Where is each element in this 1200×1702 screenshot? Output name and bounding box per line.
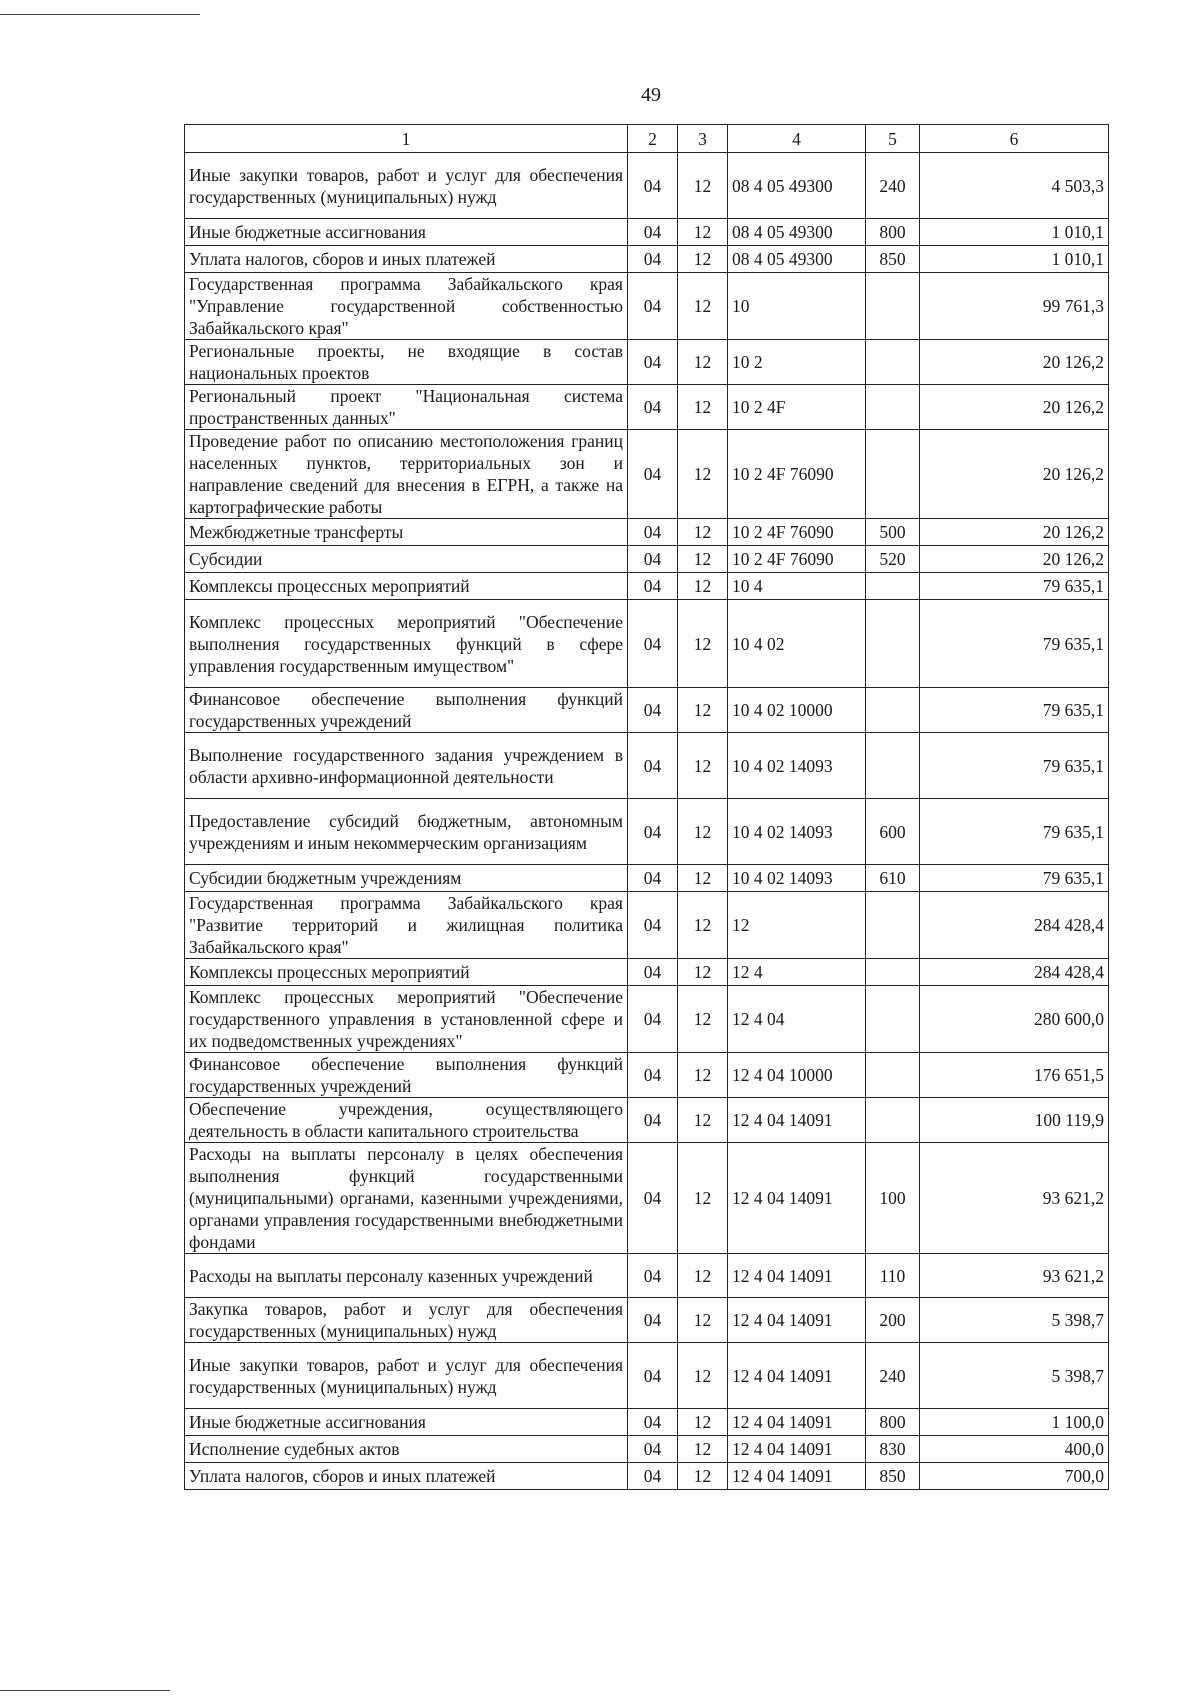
amount-cell: 176 651,5	[920, 1053, 1109, 1098]
table-row	[185, 865, 1109, 892]
section-cell: 04	[628, 1254, 678, 1298]
row-name-cell: Выполнение государственного задания учреждением в области архивно-информационной деятельности	[185, 733, 628, 799]
expense-type-cell: 110	[866, 1254, 920, 1298]
expense-type-cell: 100	[866, 1143, 920, 1254]
row-name-cell: Закупка товаров, работ и услуг для обеспечения государственных (муниципальных) нужд	[185, 1298, 628, 1343]
section-cell: 04	[628, 600, 678, 688]
row-name-cell: Уплата налогов, сборов и иных платежей	[185, 246, 628, 273]
row-name-cell: Предоставление субсидий бюджетным, автономным учреждениям и иным некоммерческим организациям	[185, 799, 628, 865]
section-cell: 04	[628, 959, 678, 986]
target-article-cell: 12 4 04 14091	[728, 1343, 866, 1409]
expense-type-cell: 240	[866, 153, 920, 219]
target-article-cell: 10 4	[728, 573, 866, 600]
table-row	[185, 688, 1109, 733]
amount-cell: 100 119,9	[920, 1098, 1109, 1143]
budget-table	[184, 124, 1109, 1490]
amount-cell: 5 398,7	[920, 1343, 1109, 1409]
header-cell: 1	[185, 125, 628, 153]
target-article-cell: 10 2 4F 76090	[728, 430, 866, 519]
table-row	[185, 573, 1109, 600]
amount-cell: 20 126,2	[920, 340, 1109, 385]
section-cell: 04	[628, 219, 678, 246]
table-row	[185, 959, 1109, 986]
expense-type-cell	[866, 733, 920, 799]
subsection-cell: 12	[678, 1254, 728, 1298]
section-cell: 04	[628, 573, 678, 600]
section-cell: 04	[628, 1098, 678, 1143]
row-name-cell: Межбюджетные трансферты	[185, 519, 628, 546]
subsection-cell: 12	[678, 1463, 728, 1490]
amount-cell: 79 635,1	[920, 688, 1109, 733]
amount-cell: 1 010,1	[920, 246, 1109, 273]
amount-cell: 4 503,3	[920, 153, 1109, 219]
section-cell: 04	[628, 1463, 678, 1490]
table-row	[185, 1343, 1109, 1409]
row-name-cell: Расходы на выплаты персоналу казенных учреждений	[185, 1254, 628, 1298]
section-cell: 04	[628, 385, 678, 430]
target-article-cell: 12 4	[728, 959, 866, 986]
amount-cell: 79 635,1	[920, 733, 1109, 799]
target-article-cell: 10 2	[728, 340, 866, 385]
subsection-cell: 12	[678, 1298, 728, 1343]
row-name-cell: Государственная программа Забайкальского края "Управление государственной собственностью Забайкальского края"	[185, 273, 628, 340]
amount-cell: 79 635,1	[920, 799, 1109, 865]
row-name-cell: Комплексы процессных мероприятий	[185, 959, 628, 986]
section-cell: 04	[628, 1343, 678, 1409]
section-cell: 04	[628, 733, 678, 799]
table-row	[185, 892, 1109, 959]
expense-type-cell	[866, 1053, 920, 1098]
expense-type-cell: 850	[866, 1463, 920, 1490]
table-row	[185, 1409, 1109, 1436]
target-article-cell: 08 4 05 49300	[728, 246, 866, 273]
table-row	[185, 733, 1109, 799]
expense-type-cell: 800	[866, 219, 920, 246]
table-row	[185, 340, 1109, 385]
row-name-cell: Финансовое обеспечение выполнения функций государственных учреждений	[185, 688, 628, 733]
expense-type-cell	[866, 688, 920, 733]
subsection-cell: 12	[678, 892, 728, 959]
row-name-cell: Региональные проекты, не входящие в состав национальных проектов	[185, 340, 628, 385]
amount-cell: 93 621,2	[920, 1143, 1109, 1254]
section-cell: 04	[628, 1409, 678, 1436]
section-cell: 04	[628, 430, 678, 519]
table-row	[185, 273, 1109, 340]
target-article-cell: 10 4 02 14093	[728, 799, 866, 865]
row-name-cell: Субсидии	[185, 546, 628, 573]
target-article-cell: 12 4 04	[728, 986, 866, 1053]
amount-cell: 284 428,4	[920, 959, 1109, 986]
section-cell: 04	[628, 1053, 678, 1098]
subsection-cell: 12	[678, 688, 728, 733]
expense-type-cell: 200	[866, 1298, 920, 1343]
subsection-cell: 12	[678, 1098, 728, 1143]
target-article-cell: 12	[728, 892, 866, 959]
section-cell: 04	[628, 246, 678, 273]
target-article-cell: 12 4 04 10000	[728, 1053, 866, 1098]
subsection-cell: 12	[678, 340, 728, 385]
section-cell: 04	[628, 519, 678, 546]
target-article-cell: 12 4 04 14091	[728, 1298, 866, 1343]
table-row	[185, 430, 1109, 519]
section-cell: 04	[628, 865, 678, 892]
amount-cell: 284 428,4	[920, 892, 1109, 959]
subsection-cell: 12	[678, 546, 728, 573]
row-name-cell: Финансовое обеспечение выполнения функций государственных учреждений	[185, 1053, 628, 1098]
subsection-cell: 12	[678, 519, 728, 546]
table-row	[185, 1143, 1109, 1254]
table-row	[185, 219, 1109, 246]
table-row	[185, 1053, 1109, 1098]
row-name-cell: Иные бюджетные ассигнования	[185, 1409, 628, 1436]
row-name-cell: Комплекс процессных мероприятий "Обеспечение государственного управления в установленной сфере и их подведомственных учреждениях"	[185, 986, 628, 1053]
subsection-cell: 12	[678, 600, 728, 688]
subsection-cell: 12	[678, 246, 728, 273]
scan-artifact-line	[0, 14, 200, 15]
header-cell: 3	[678, 125, 728, 153]
target-article-cell: 12 4 04 14091	[728, 1463, 866, 1490]
table-row	[185, 519, 1109, 546]
amount-cell: 79 635,1	[920, 600, 1109, 688]
target-article-cell: 10	[728, 273, 866, 340]
row-name-cell: Комплекс процессных мероприятий "Обеспечение выполнения государственных функций в сфере управления государственным имуществом"	[185, 600, 628, 688]
table-row	[185, 1436, 1109, 1463]
amount-cell: 99 761,3	[920, 273, 1109, 340]
subsection-cell: 12	[678, 153, 728, 219]
row-name-cell: Проведение работ по описанию местоположения границ населенных пунктов, территориальных зон и направление сведений для внесения в ЕГРН, а также на картографические работы	[185, 430, 628, 519]
amount-cell: 20 126,2	[920, 385, 1109, 430]
amount-cell: 5 398,7	[920, 1298, 1109, 1343]
subsection-cell: 12	[678, 1143, 728, 1254]
table-row	[185, 1463, 1109, 1490]
expense-type-cell	[866, 430, 920, 519]
amount-cell: 20 126,2	[920, 546, 1109, 573]
subsection-cell: 12	[678, 219, 728, 246]
section-cell: 04	[628, 986, 678, 1053]
row-name-cell: Уплата налогов, сборов и иных платежей	[185, 1463, 628, 1490]
section-cell: 04	[628, 1436, 678, 1463]
table-row	[185, 546, 1109, 573]
subsection-cell: 12	[678, 1343, 728, 1409]
amount-cell: 93 621,2	[920, 1254, 1109, 1298]
row-name-cell: Региональный проект "Национальная система пространственных данных"	[185, 385, 628, 430]
expense-type-cell: 600	[866, 799, 920, 865]
subsection-cell: 12	[678, 865, 728, 892]
scan-artifact-line	[0, 1690, 170, 1691]
table-row	[185, 1298, 1109, 1343]
target-article-cell: 12 4 04 14091	[728, 1409, 866, 1436]
expense-type-cell: 800	[866, 1409, 920, 1436]
subsection-cell: 12	[678, 959, 728, 986]
expense-type-cell	[866, 959, 920, 986]
expense-type-cell: 520	[866, 546, 920, 573]
section-cell: 04	[628, 688, 678, 733]
table-row	[185, 246, 1109, 273]
row-name-cell: Иные закупки товаров, работ и услуг для обеспечения государственных (муниципальных) нужд	[185, 153, 628, 219]
subsection-cell: 12	[678, 986, 728, 1053]
header-cell: 6	[920, 125, 1109, 153]
expense-type-cell	[866, 273, 920, 340]
amount-cell: 280 600,0	[920, 986, 1109, 1053]
amount-cell: 20 126,2	[920, 519, 1109, 546]
target-article-cell: 12 4 04 14091	[728, 1254, 866, 1298]
expense-type-cell: 240	[866, 1343, 920, 1409]
subsection-cell: 12	[678, 1436, 728, 1463]
table-row	[185, 1254, 1109, 1298]
subsection-cell: 12	[678, 1409, 728, 1436]
target-article-cell: 12 4 04 14091	[728, 1143, 866, 1254]
expense-type-cell: 830	[866, 1436, 920, 1463]
subsection-cell: 12	[678, 573, 728, 600]
section-cell: 04	[628, 273, 678, 340]
row-name-cell: Иные закупки товаров, работ и услуг для обеспечения государственных (муниципальных) нужд	[185, 1343, 628, 1409]
section-cell: 04	[628, 892, 678, 959]
subsection-cell: 12	[678, 430, 728, 519]
target-article-cell: 10 2 4F 76090	[728, 519, 866, 546]
expense-type-cell	[866, 385, 920, 430]
row-name-cell: Расходы на выплаты персоналу в целях обеспечения выполнения функций государственными (муниципальными) органами, казенными учреждениями, органами управления государственными внебюджетными фондами	[185, 1143, 628, 1254]
amount-cell: 400,0	[920, 1436, 1109, 1463]
target-article-cell: 10 4 02 14093	[728, 865, 866, 892]
row-name-cell: Субсидии бюджетным учреждениям	[185, 865, 628, 892]
target-article-cell: 12 4 04 14091	[728, 1098, 866, 1143]
amount-cell: 1 010,1	[920, 219, 1109, 246]
subsection-cell: 12	[678, 733, 728, 799]
amount-cell: 79 635,1	[920, 573, 1109, 600]
subsection-cell: 12	[678, 799, 728, 865]
subsection-cell: 12	[678, 385, 728, 430]
section-cell: 04	[628, 1298, 678, 1343]
section-cell: 04	[628, 546, 678, 573]
expense-type-cell	[866, 340, 920, 385]
amount-cell: 79 635,1	[920, 865, 1109, 892]
expense-type-cell	[866, 1098, 920, 1143]
row-name-cell: Комплексы процессных мероприятий	[185, 573, 628, 600]
header-row	[185, 125, 1109, 153]
table-row	[185, 986, 1109, 1053]
target-article-cell: 12 4 04 14091	[728, 1436, 866, 1463]
target-article-cell: 10 2 4F 76090	[728, 546, 866, 573]
table-row	[185, 1098, 1109, 1143]
table-row	[185, 600, 1109, 688]
amount-cell: 20 126,2	[920, 430, 1109, 519]
expense-type-cell	[866, 573, 920, 600]
page-number: 49	[641, 84, 661, 106]
row-name-cell: Обеспечение учреждения, осуществляющего деятельность в области капитального строительства	[185, 1098, 628, 1143]
row-name-cell: Иные бюджетные ассигнования	[185, 219, 628, 246]
table-row	[185, 799, 1109, 865]
section-cell: 04	[628, 799, 678, 865]
target-article-cell: 10 2 4F	[728, 385, 866, 430]
section-cell: 04	[628, 153, 678, 219]
row-name-cell: Исполнение судебных актов	[185, 1436, 628, 1463]
subsection-cell: 12	[678, 273, 728, 340]
expense-type-cell	[866, 600, 920, 688]
expense-type-cell	[866, 986, 920, 1053]
amount-cell: 1 100,0	[920, 1409, 1109, 1436]
row-name-cell: Государственная программа Забайкальского края "Развитие территорий и жилищная политика Забайкальского края"	[185, 892, 628, 959]
header-cell: 4	[728, 125, 866, 153]
expense-type-cell: 500	[866, 519, 920, 546]
target-article-cell: 10 4 02 14093	[728, 733, 866, 799]
section-cell: 04	[628, 1143, 678, 1254]
expense-type-cell: 610	[866, 865, 920, 892]
expense-type-cell: 850	[866, 246, 920, 273]
subsection-cell: 12	[678, 1053, 728, 1098]
table-row	[185, 153, 1109, 219]
amount-cell: 700,0	[920, 1463, 1109, 1490]
expense-type-cell	[866, 892, 920, 959]
target-article-cell: 08 4 05 49300	[728, 153, 866, 219]
target-article-cell: 08 4 05 49300	[728, 219, 866, 246]
table-body	[185, 153, 1109, 1490]
header-cell: 5	[866, 125, 920, 153]
target-article-cell: 10 4 02	[728, 600, 866, 688]
target-article-cell: 10 4 02 10000	[728, 688, 866, 733]
table-row	[185, 385, 1109, 430]
header-cell: 2	[628, 125, 678, 153]
section-cell: 04	[628, 340, 678, 385]
